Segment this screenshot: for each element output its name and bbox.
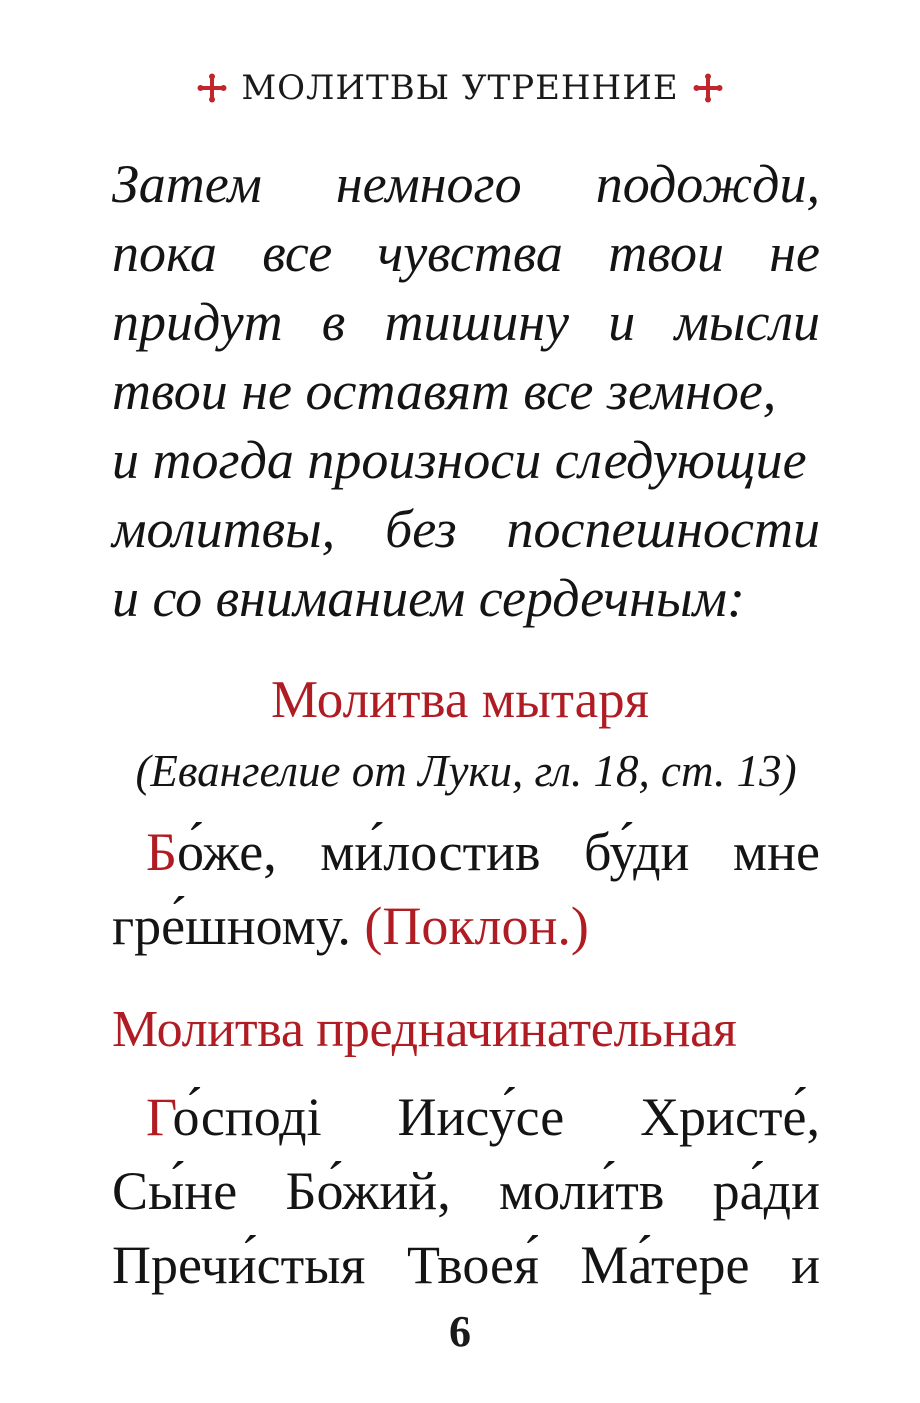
word: мне xyxy=(732,822,820,882)
opening-prayer-text xyxy=(112,1080,820,1302)
prayer-line xyxy=(112,889,820,963)
word: Сы́не xyxy=(112,1161,238,1221)
word: и xyxy=(608,292,636,352)
word: твои xyxy=(608,223,724,283)
intro-line: и тогда произноси следующие xyxy=(112,430,807,490)
scripture-citation: (Евангелие от Луки, гл. 18, ст. 13) xyxy=(135,746,797,796)
word: молитвы, xyxy=(112,499,336,559)
word: и xyxy=(791,1235,820,1295)
word: не xyxy=(769,223,820,283)
word: все xyxy=(262,223,333,283)
intro-line: и со вниманием сердечным: xyxy=(112,568,745,628)
word: Ма́тере xyxy=(580,1235,750,1295)
word: моли́тв xyxy=(498,1161,665,1221)
prayer-line xyxy=(112,1154,820,1228)
word: пока xyxy=(112,223,217,283)
red-initial: Г xyxy=(146,1087,173,1147)
word: Бо́жий, xyxy=(285,1161,451,1221)
word: в xyxy=(321,292,346,352)
word: Затем xyxy=(112,154,262,214)
prayer-line xyxy=(112,1080,820,1154)
word: Пречи́стыя xyxy=(112,1235,366,1295)
intro-line xyxy=(112,288,820,357)
section-heading-opening-prayer: Молитва предначинательная xyxy=(112,1001,737,1058)
word: ми́лостив xyxy=(320,822,541,882)
word-rest: о́сподi xyxy=(172,1087,322,1147)
rubric-bow: (Поклон.) xyxy=(364,896,589,956)
word: тишину xyxy=(384,292,569,352)
word: без xyxy=(385,499,457,559)
word xyxy=(146,815,277,889)
prayer-line xyxy=(112,815,820,889)
word: придут xyxy=(112,292,283,352)
cross-icon xyxy=(693,73,723,103)
word: немного xyxy=(335,154,522,214)
intro-line xyxy=(112,495,820,564)
word: мысли xyxy=(674,292,820,352)
page-number: 6 xyxy=(449,1307,471,1356)
prayer-line xyxy=(112,1228,820,1302)
intro-line xyxy=(112,219,820,288)
word: бу́ди xyxy=(584,822,690,882)
word: Твоея́ xyxy=(406,1235,539,1295)
word: гре́шному. xyxy=(112,896,351,956)
word-rest: о́же, xyxy=(177,822,277,882)
word: поспешности xyxy=(506,499,820,559)
word: чувства xyxy=(377,223,563,283)
word: подожди, xyxy=(595,154,820,214)
intro-instruction xyxy=(112,150,820,633)
running-header-title: МОЛИТВЫ УТРЕННИЕ xyxy=(241,68,679,108)
intro-line: твои не оставят все земное, xyxy=(112,361,777,421)
intro-line xyxy=(112,150,820,219)
publican-prayer-text xyxy=(112,815,820,963)
word: ра́ди xyxy=(712,1161,820,1221)
section-heading-publican-prayer: Молитва мытаря xyxy=(270,671,650,729)
word: Иису́се xyxy=(397,1087,565,1147)
word xyxy=(146,1080,322,1154)
red-initial: Б xyxy=(146,822,178,882)
running-header xyxy=(0,60,920,116)
word: Христе́, xyxy=(640,1087,820,1147)
cross-icon xyxy=(197,73,227,103)
